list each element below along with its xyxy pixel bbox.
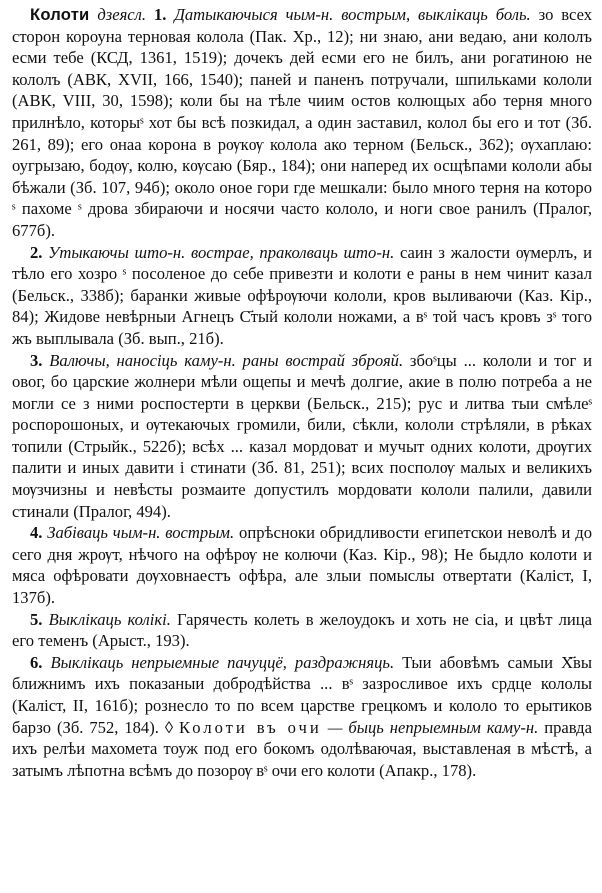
sense-citations: Гарячесть колеть в желоудокъ и хоть не сіа, и цвѣт лица его теменъ (Арыст., 193). <box>12 609 592 651</box>
sense-3 <box>12 350 592 523</box>
phrase-definition: — быць непрыемным каму-н. <box>327 717 539 737</box>
sense-6 <box>12 652 592 782</box>
sense-definition: Выклікаць непрыемные пачуццё, раздражняць. <box>50 652 395 672</box>
sense-citations: Тыи абовѣмъ самыи Х҃вы ближнимъ ихъ показаныи добродѣйства ... вˢ зазросливое ихъ срдце кололы (Каліст, II, 161б); рознесло то по всем царстве грецкомъ и кололо то ерытиков барзо (Зб. 752, 184). <box>12 652 592 737</box>
sense-citations: збоˢцы ... кололи и тог и овог, бо царские жолнери мѣли ощепы и мечѣ долгие, акие в полю потреба а не могли се з ними роспостерти в церкви (Бельск., 215); рус и литва тыи смѣлеˢ роспорошоных, и ѹтекаючых громили, били, сѣкли, кололи стрѣляли, в рѣках топили (Стрыйк., 522б); всѣх ... казал мордоват и мучыт одних колоти, дрѹгих палити и иных давити і стинати (Зб. 81, 251); всих посполѹ малых и великихъ мѹзчизны и невѣсты розмаите допустилъ мордовати кололи палили, давили стинали (Пралог, 494). <box>12 350 592 521</box>
phrase-diamond-icon: ◊ <box>164 717 174 737</box>
grammatical-label: дзеясл. <box>97 5 147 24</box>
sense-definition: Забіваць чым-н. вострым. <box>47 523 235 543</box>
sense-number: 5. <box>30 609 43 629</box>
sense-1 <box>12 4 592 242</box>
sense-number: 1. <box>153 5 167 24</box>
sense-number: 6. <box>30 652 43 672</box>
sense-5 <box>12 609 592 652</box>
sense-number: 3. <box>30 350 43 370</box>
sense-number: 2. <box>30 242 43 262</box>
headword: Колоти <box>30 5 90 24</box>
phraseological-unit: Колоти въ очи <box>179 717 322 737</box>
dictionary-entry <box>12 4 592 781</box>
sense-4 <box>12 522 592 608</box>
sense-citations: саин з жалости ѹмерлъ, и тѣло его хозро ˢ посоленое до себе привезти и колоти е раны в нем чинит казал (Бельск., 338б); баранки живые офѣрѹючи кололи, кров выливаючи (Каз. Кір., 84); Жидове невѣрныи Агнецъ С҃тый кололи ножами, а вˢ той часъ кровъ зˢ того жъ выплывала (Зб. вып., 21б). <box>12 242 592 348</box>
phrase-citations: правда ихъ релѣи махомета тоуж под его бокомъ одолѣваючая, выставленая в мѣстѣ, а затымъ лѣпотна всѣмъ до позорѹ вˢ очи его колоти (Апакр., 178). <box>12 717 592 780</box>
sense-definition: Утыкаючы што-н. вострае, праколваць што-н. <box>48 242 395 262</box>
sense-citations: зо всех сторон короуна терновая колола (Пак. Хр., 12); ни знаю, ани ведаю, ани кололъ есми тебе (КСД, 1361, 1519); дочекъ дей есми его не билъ, ани рогатиною не кололъ (АВК, XVII, 166, 1540); паней и паненъ потручали, шпильками кололи (АВК, VIII, 30, 1598); коли бы на тѣле чиим остов колющых або терня много прилнѣло, которыˢ хот бы всѣ позкидал, а один заставил, колол бы его и тот (Зб. 261, 89); его онаа корона в рѹкѹ колола ако терном (Бельск., 362); ѹхаплаю: оугрызаю, бодѹ, колю, кѹсаю (Бяр., 184); они наперед их осщѣпами кололи абы бѣжали (Зб. 107, 94б); около оное гори где мешкали: было много терня на которо ˢ пахоме ˢ дрова збираючи и носячи часто кололо, и ноги свое ранилъ (Пралог, 677б). <box>12 5 593 240</box>
sense-citations: опрѣсноки обридливости египетскои неволѣ и до сего дня жрѹт, нѣчого на офѣрѹ не колючи (Каз. Кір., 98); Не быдло колоти и мяса офѣровати дѹховнаестъ офѣра, але злыи помыслы отвертати (Каліст, I, 137б). <box>12 523 592 608</box>
sense-definition: Датыкаючыся чым-н. вострым, выклікаць боль. <box>174 5 531 24</box>
sense-definition: Выклікаць колікі. <box>48 609 171 629</box>
sense-2 <box>12 242 592 350</box>
sense-definition: Валючы, наносіць каму-н. раны вострай зброяй. <box>49 350 404 370</box>
sense-number: 4. <box>30 523 43 543</box>
